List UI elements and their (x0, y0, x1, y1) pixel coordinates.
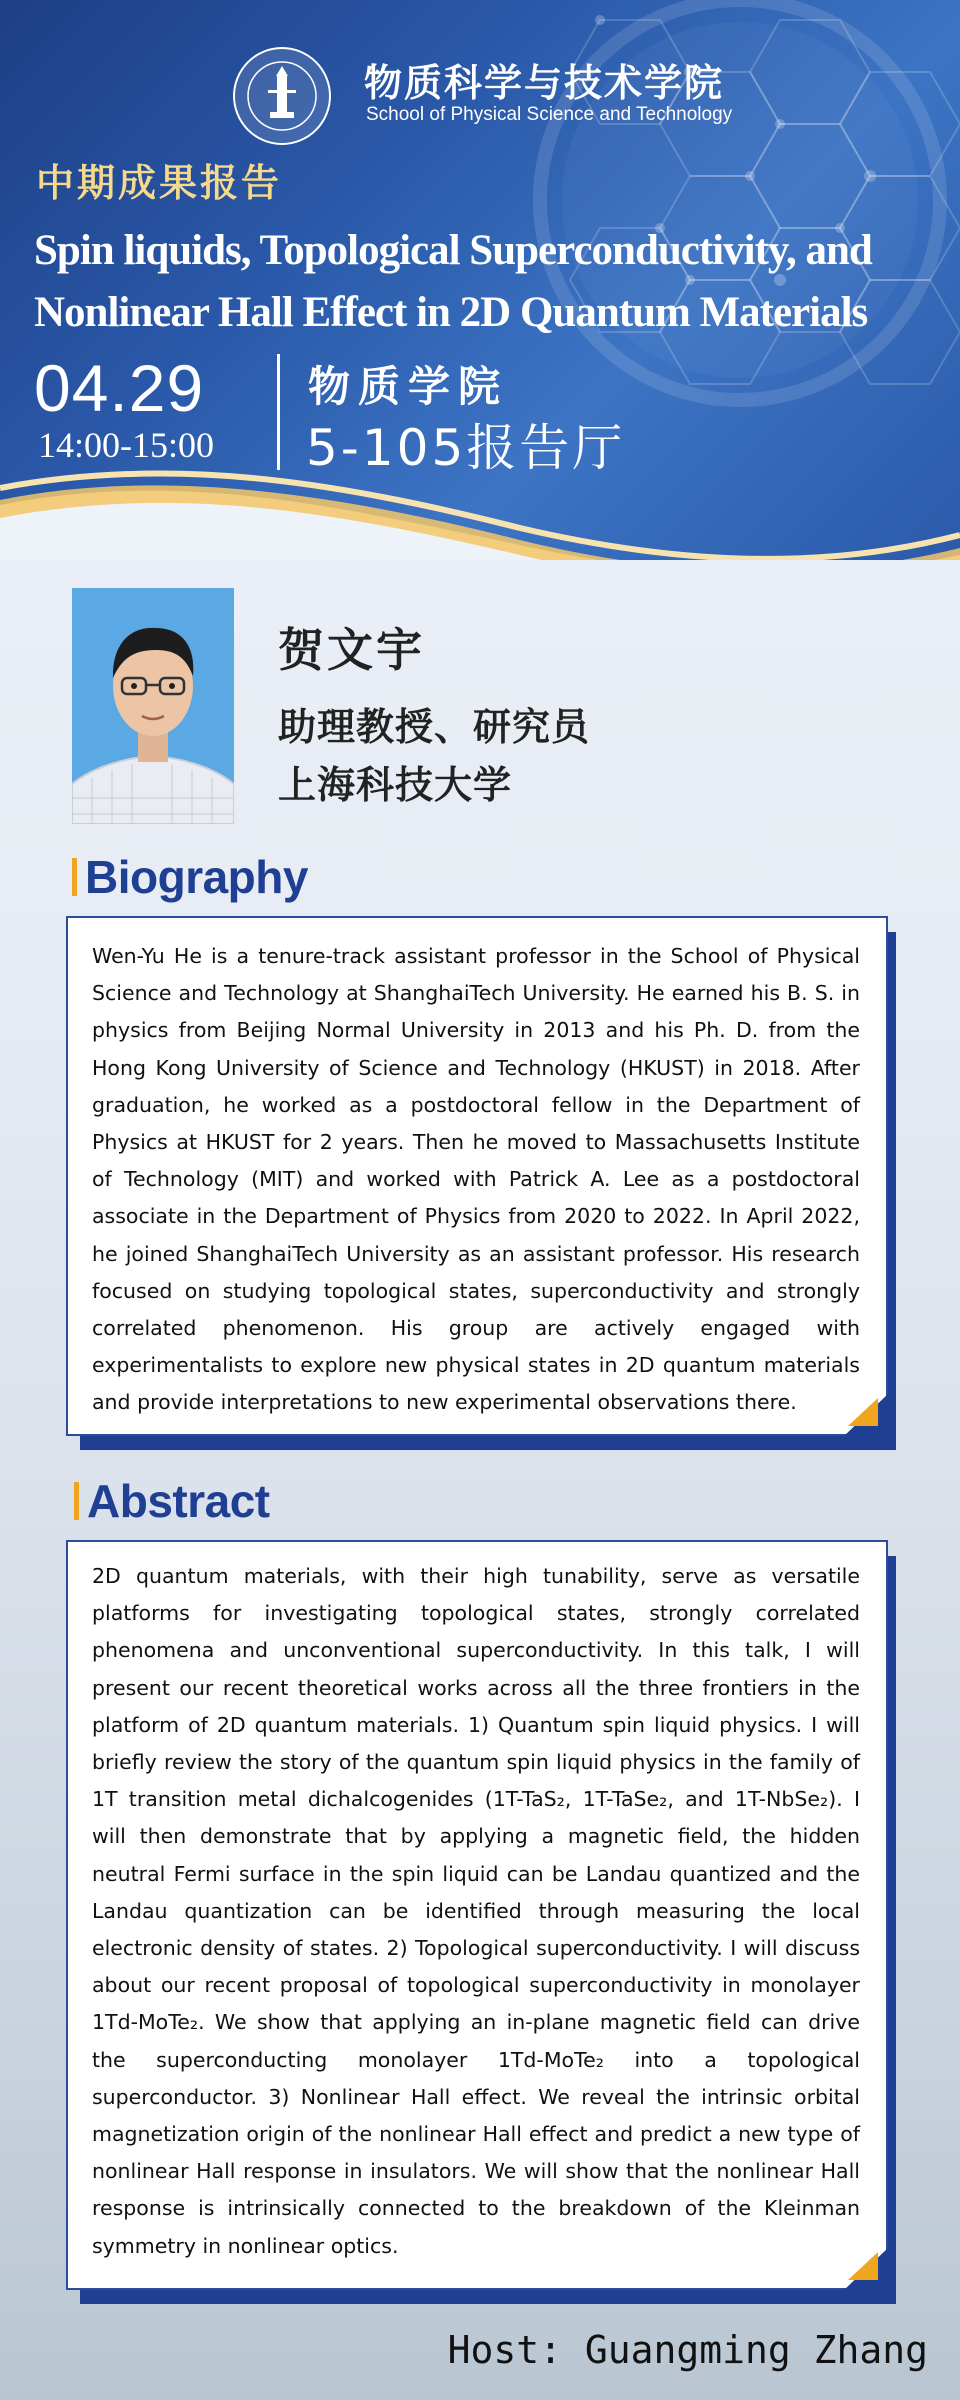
host-label: Host: Guangming Zhang (447, 2328, 928, 2372)
event-time: 14:00-15:00 (38, 425, 214, 465)
corner-triangle-decoration (844, 2248, 888, 2290)
speaker-title: 助理教授、研究员 (278, 704, 591, 749)
speaker-institution: 上海科技大学 (278, 762, 513, 807)
abstract-heading-label: Abstract (87, 1475, 270, 1527)
heading-accent-bar (72, 858, 77, 896)
speaker-name: 贺文宇 (278, 623, 425, 677)
talk-title-line-1: Spin liquids, Topological Superconductivity, and (34, 227, 872, 274)
biography-heading (72, 850, 308, 904)
abstract-box (66, 1540, 888, 2290)
biography-box (66, 916, 888, 1436)
abstract-text: 2D quantum materials, with their high tunability, serve as versatile platforms for investigating topological states, strongly correlated phenomena and unconventional superconductivity. In this talk, I will present our recent theoretical works across all the three frontiers in the platform of 2D quantum materials. 1) Quantum spin liquid physics. I will briefly review the story of the quantum spin liquid physics in the family of 1T transition metal dichalcogenides (1T-TaS₂, 1T-TaSe₂, and 1T-NbSe₂). I will then demonstrate that by applying a magnetic field, the hidden neutral Fermi surface in the spin liquid can be Landau quantized and the Landau quantization can be identified through measuring the local electronic density of states. 2) Topological superconductivity. I will discuss about our recent proposal of topological superconductivity in monolayer 1Td-MoTe₂. We show that applying an in-plane magnetic field can drive the superconducting monolayer 1Td-MoTe₂ into a topological superconductor. 3) Nonlinear Hall effect. We reveal the intrinsic orbital magnetization origin of the nonlinear Hall effect and predict a new type of nonlinear Hall response in insulators. We will show that the nonlinear Hall response is intrinsically connected to the breakdown of the Kleinman symmetry in nonlinear optics. (92, 1564, 860, 2258)
event-date: 04.29 (34, 351, 205, 425)
speaker-photo (72, 588, 234, 824)
talk-title-line-2: Nonlinear Hall Effect in 2D Quantum Materials (34, 289, 868, 336)
biography-heading-label: Biography (85, 851, 308, 903)
school-name-chinese: 物质科学与技术学院 (364, 60, 725, 105)
heading-accent-bar (74, 1482, 79, 1520)
school-name-english: School of Physical Science and Technology (366, 104, 733, 125)
header-banner (0, 0, 960, 560)
venue-room: 5-105报告厅 (306, 419, 626, 477)
talk-title (34, 220, 934, 344)
date-venue-divider (277, 354, 280, 470)
report-type: 中期成果报告 (36, 161, 283, 205)
abstract-heading (74, 1474, 270, 1528)
biography-text: Wen-Yu He is a tenure-track assistant professor in the School of Physical Science and Technology at ShanghaiTech University. He earned his B. S. in physics from Beijing Normal University in 2013 and his Ph. D. from the Hong Kong University of Science and Technology (HKUST) in 2018. After graduation, he worked as a postdoctoral fellow in the Department of Physics at HKUST for 2 years. Then he moved to Massachusetts Institute of Technology (MIT) and worked with Patrick A. Lee as a postdoctoral associate in the Department of Physics from 2020 to 2022. In April 2022, he joined ShanghaiTech University as an assistant professor. His research focused on studying topological states, superconductivity and strongly correlated phenomenon. His group are actively engaged with experimentalists to explore new physical states in 2D quantum materials and provide interpretations to new experimental observations there. (92, 944, 860, 1415)
corner-triangle-decoration (844, 1394, 888, 1436)
university-logo (232, 46, 332, 146)
venue-building: 物质学院 (308, 362, 509, 411)
